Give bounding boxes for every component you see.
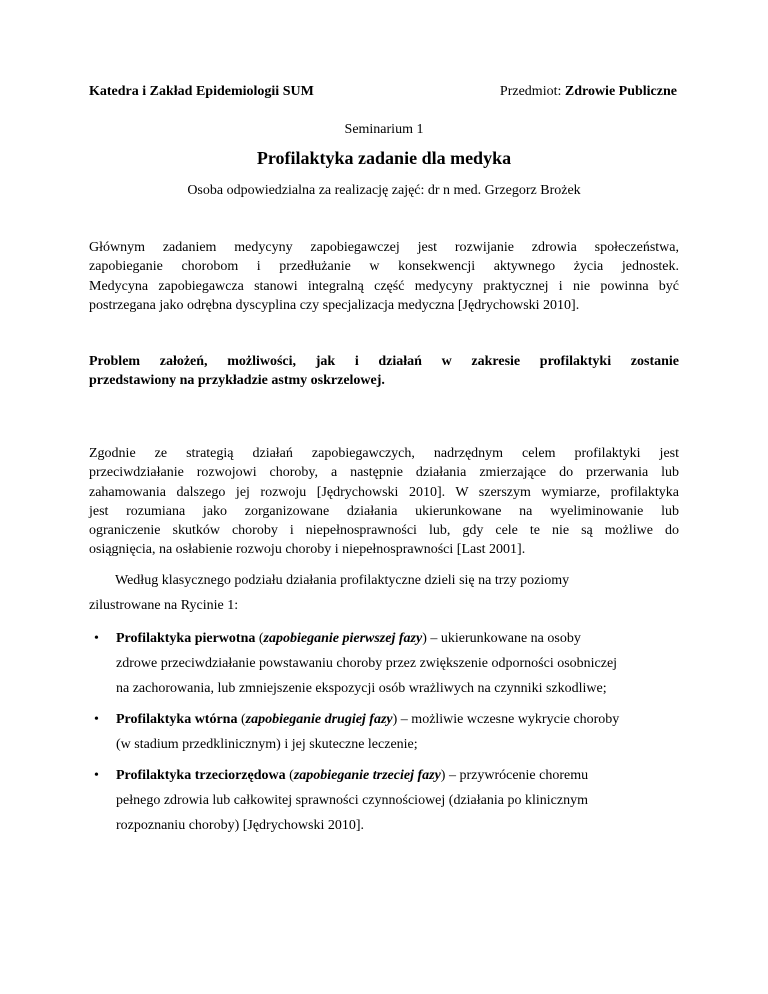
- text-line: (w stadium przedklinicznym) i jej skuteczne leczenie;: [116, 737, 418, 752]
- text-line: osiągnięcia, na osłabienie rozwoju choroby i niepełnosprawności [Last 2001].: [89, 542, 526, 558]
- text-line: pełnego zdrowia lub całkowitej sprawności czynnościowej (działania po klinicznym: [116, 793, 588, 808]
- subject-name: Zdrowie Publiczne: [564, 84, 677, 99]
- text-line: Problem założeń, możliwości, jak i działań w zakresie profilaktyki zostanie: [89, 354, 679, 369]
- responsible-person: Osoba odpowiedzialna za realizację zajęć: dr n med. Grzegorz Brożek: [187, 183, 581, 198]
- list-item-term: Profilaktyka pierwotna: [116, 631, 256, 646]
- prevention-levels-list: [89, 626, 689, 844]
- list-item: • Profilaktyka trzeciorzędowa (zapobieganie trzeciej fazy) – przywrócenie choremu pełnego zdrowia lub całkowitej sprawności czynnościowej (działania po klinicznym rozpoznaniu choroby) [Jędrychowski 2010].: [89, 763, 689, 838]
- list-item: • Profilaktyka pierwotna (zapobieganie pierwszej fazy) – ukierunkowane na osoby zdrowe przeciwdziałanie powstawaniu choroby przez zwiększenie odporności osobniczej na zachorowania, lub zmniejszenie ekspozycji osób wrażliwych na czynniki szkodliwe;: [89, 626, 689, 701]
- text-line: rozpoznaniu choroby) [Jędrychowski 2010].: [116, 818, 365, 833]
- text-line: ograniczenie skutków choroby i niepełnosprawności lub, gdy cele te nie są możliwe do: [89, 523, 679, 539]
- subject-label: [500, 84, 677, 100]
- seminar-number: Seminarium 1: [344, 122, 424, 137]
- department-name: Katedra i Zakład Epidemiologii SUM: [89, 84, 314, 99]
- bullet-icon: •: [94, 712, 99, 727]
- list-item-term: Profilaktyka trzeciorzędowa: [116, 768, 286, 783]
- bullet-icon: •: [94, 768, 99, 783]
- list-item: • Profilaktyka wtórna (zapobieganie drugiej fazy) – możliwie wczesne wykrycie choroby (w stadium przedklinicznym) i jej skuteczne leczenie;: [89, 707, 689, 757]
- list-item-phase: zapobieganie trzeciej fazy: [293, 768, 441, 783]
- text-line: zilustrowane na Rycinie 1:: [89, 598, 239, 613]
- text-line: na zachorowania, lub zmniejszenie ekspozycji osób wrażliwych na czynniki szkodliwe;: [116, 681, 607, 696]
- text-line: Głównym zadaniem medycyny zapobiegawczej jest rozwijanie zdrowia społeczeństwa,: [89, 240, 679, 255]
- text-line: przeciwdziałanie rozwojowi choroby, a następnie działania zmierzające do przerwania lub: [89, 465, 679, 481]
- page-title: Profilaktyka zadanie dla medyka: [256, 148, 512, 168]
- subject-prefix: Przedmiot:: [499, 84, 565, 99]
- list-item-phase: zapobieganie drugiej fazy: [245, 712, 393, 727]
- paragraph-intro: [89, 238, 679, 315]
- text-line: jest rozumiana jako zorganizowane działania ukierunkowane na wyeliminowanie lub: [89, 503, 679, 519]
- list-item-term: Profilaktyka wtórna: [116, 712, 238, 727]
- list-item-phase: zapobieganie pierwszej fazy: [263, 631, 423, 646]
- text-line: zdrowe przeciwdziałanie powstawaniu choroby przez zwiększenie odporności osobniczej: [116, 656, 618, 671]
- text-line: zahamowania dalszego jej rozwoju [Jędrychowski 2010]. W szerszym wymiarze, profilaktyka: [89, 484, 679, 500]
- text-line: Zgodnie ze strategią działań zapobiegawczych, nadrzędnym celem profilaktyki jest: [89, 446, 679, 461]
- text-line: zapobieganie chorobom i przedłużanie w konsekwencji aktywnego życia jednostek.: [89, 259, 679, 275]
- paragraph-problem: [89, 352, 679, 391]
- paragraph-levels: [89, 568, 685, 618]
- text-line: Według klasycznego podziału działania profilaktyczne dzieli się na trzy poziomy: [115, 573, 570, 588]
- page-header: [89, 84, 677, 104]
- text-line: Medycyna zapobiegawcza stanowi integralną część medycyny praktycznej i nie powinna być: [89, 278, 679, 294]
- bullet-icon: •: [94, 631, 99, 646]
- paragraph-strategy: [89, 444, 679, 560]
- text-line: przedstawiony na przykładzie astmy oskrzelowej.: [89, 373, 385, 389]
- text-line: postrzegana jako odrębna dyscyplina czy specjalizacja medyczna [Jędrychowski 2010].: [89, 297, 580, 313]
